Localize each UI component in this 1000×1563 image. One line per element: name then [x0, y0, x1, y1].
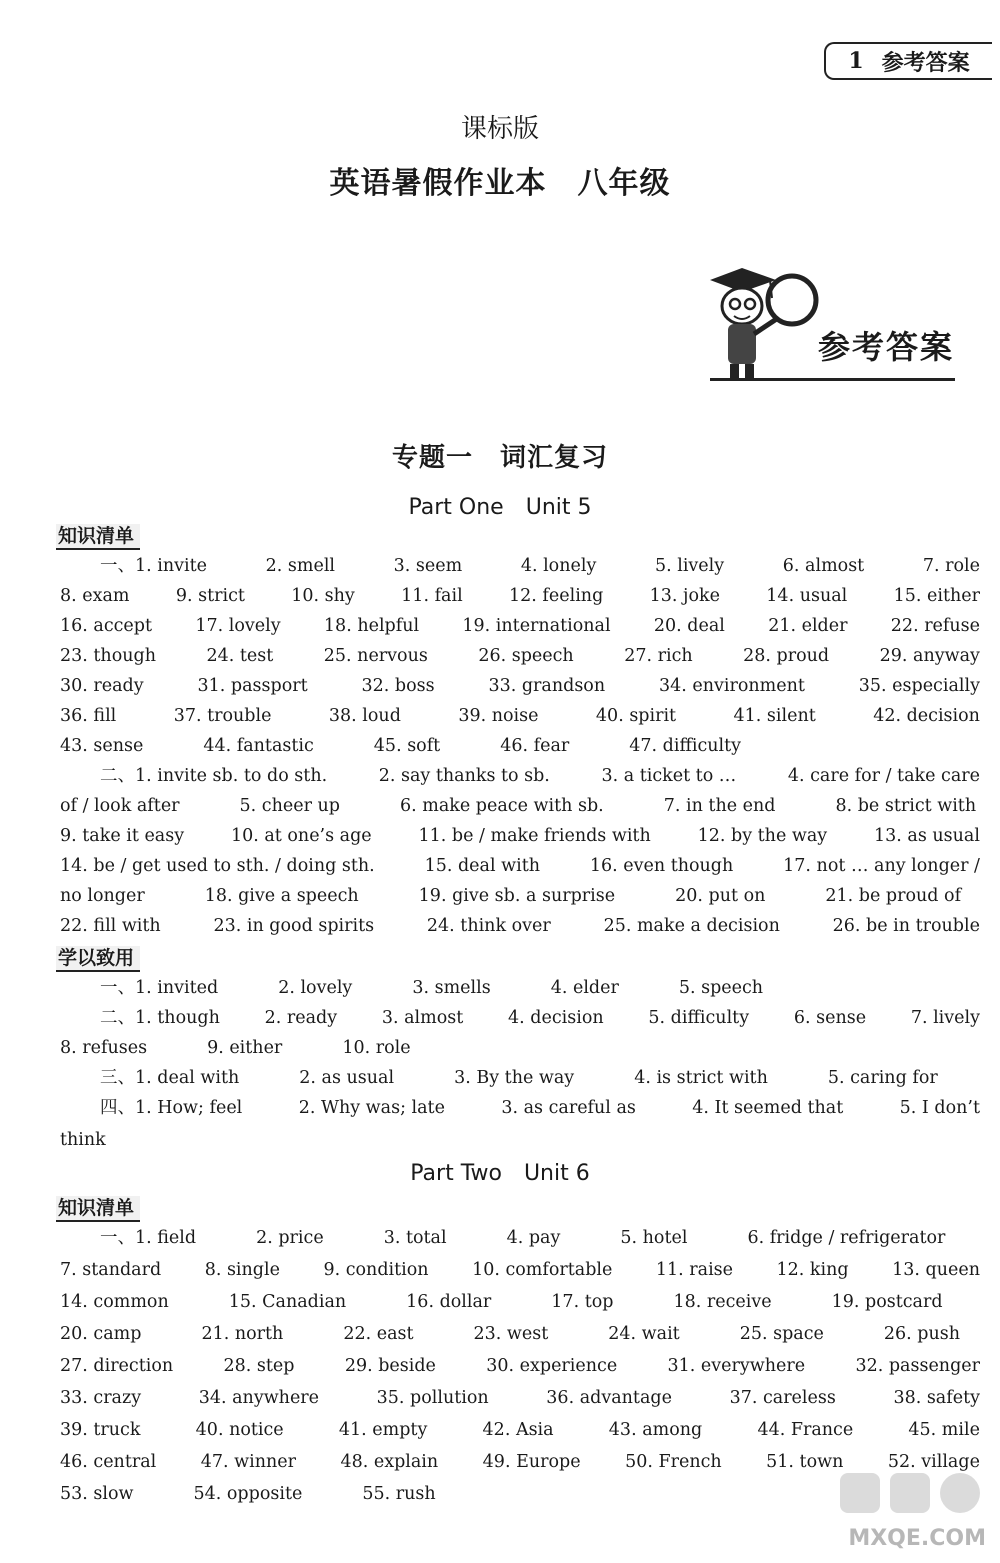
section-tag-knowledge-2: 知识清单	[56, 1196, 140, 1222]
answer-item: 20. camp	[60, 1324, 142, 1344]
answer-item: 47. difficulty	[629, 736, 742, 756]
answer-line	[60, 701, 980, 731]
answer-item: 8. be strict with	[835, 796, 977, 816]
page-number: 1	[848, 48, 864, 74]
answer-item: 22. fill with	[60, 916, 161, 936]
answer-item: 4. elder	[550, 978, 619, 998]
answer-item: 49. Europe	[482, 1452, 581, 1472]
answer-item: 13. joke	[649, 586, 720, 606]
answer-item: 12. by the way	[697, 826, 828, 846]
answer-item: 一、1. invite	[100, 556, 207, 576]
answer-item: 24. wait	[608, 1324, 680, 1344]
answer-item: 7. standard	[60, 1260, 162, 1280]
answer-item: 36. fill	[60, 706, 117, 726]
answer-item: 29. anyway	[879, 646, 980, 666]
answer-item: 31. everywhere	[667, 1356, 806, 1376]
answer-item: 6. make peace with sb.	[400, 796, 604, 816]
answer-item: 45. soft	[373, 736, 441, 756]
answer-item: of / look after	[60, 796, 180, 816]
answer-item: 23. though	[60, 646, 156, 666]
answer-item: 11. raise	[655, 1260, 734, 1280]
answer-line	[100, 1063, 980, 1093]
answer-item: 44. France	[757, 1420, 854, 1440]
answer-line	[60, 611, 980, 641]
answer-item: 27. rich	[624, 646, 693, 666]
edition-label: 课标版	[460, 114, 539, 144]
answer-item: 10. role	[342, 1038, 411, 1058]
answer-item: 16. accept	[60, 616, 153, 636]
answer-item: 5. cheer up	[239, 796, 340, 816]
answer-item: 42. decision	[873, 706, 980, 726]
answer-item: 17. lovely	[195, 616, 281, 636]
answer-item: 53. slow	[60, 1484, 134, 1504]
answer-item: 41. silent	[733, 706, 816, 726]
answer-item: 16. dollar	[406, 1292, 492, 1312]
answer-item: 5. lively	[654, 556, 725, 576]
answer-item: 6. almost	[782, 556, 865, 576]
answer-item: 24. test	[206, 646, 274, 666]
page-tab	[824, 42, 992, 80]
answer-line	[60, 911, 980, 941]
answer-item: 18. receive	[673, 1292, 772, 1312]
answer-line	[60, 1319, 980, 1349]
answer-item: 7. role	[922, 556, 980, 576]
answer-item: 25. nervous	[323, 646, 428, 666]
answer-item: 20. deal	[653, 616, 725, 636]
answer-item: 20. put on	[675, 886, 766, 906]
answer-item: 一、1. field	[100, 1228, 197, 1248]
answer-item: 2. say thanks to sb.	[378, 766, 550, 786]
answer-item: 43. among	[608, 1420, 703, 1440]
answer-item: 12. king	[776, 1260, 849, 1280]
answer-item: 23. west	[473, 1324, 549, 1344]
answer-line	[60, 1383, 980, 1413]
answer-item: 3. a ticket to …	[601, 766, 737, 786]
answer-item: 11. fail	[401, 586, 463, 606]
answer-item: 45. mile	[908, 1420, 980, 1440]
answer-item: 2. Why was; late	[298, 1098, 445, 1118]
answer-item: 2. price	[256, 1228, 324, 1248]
answer-line	[100, 1003, 980, 1033]
answer-item: 8. refuses	[60, 1038, 148, 1058]
answer-item: 46. fear	[500, 736, 570, 756]
answer-item: 22. east	[343, 1324, 414, 1344]
answer-line	[100, 761, 980, 791]
answer-item: 51. town	[766, 1452, 844, 1472]
answer-item: 47. winner	[200, 1452, 296, 1472]
answer-item: 35. especially	[858, 676, 980, 696]
answer-item: 5. hotel	[620, 1228, 688, 1248]
answer-item: 21. elder	[768, 616, 848, 636]
answer-item: 4. It seemed that	[692, 1098, 844, 1118]
page-tab-label: 参考答案	[881, 49, 970, 76]
answer-item: 19. give sb. a surprise	[418, 886, 616, 906]
answer-item: 14. common	[60, 1292, 169, 1312]
answer-item: 39. truck	[60, 1420, 141, 1440]
answer-item: 13. as usual	[874, 826, 980, 846]
answer-item: 19. postcard	[831, 1292, 943, 1312]
answer-item: 9. either	[207, 1038, 283, 1058]
answer-item: 40. notice	[195, 1420, 284, 1440]
answer-item: 32. passenger	[855, 1356, 980, 1376]
answer-item: 4. pay	[506, 1228, 561, 1248]
answer-line	[60, 1255, 980, 1285]
answer-item: 46. central	[60, 1452, 157, 1472]
answer-line	[60, 881, 980, 911]
answer-item: 15. either	[893, 586, 980, 606]
answer-item: 41. empty	[338, 1420, 428, 1440]
answer-item: 8. exam	[60, 586, 130, 606]
answer-item: 43. sense	[60, 736, 144, 756]
answer-item: 25. space	[739, 1324, 824, 1344]
answer-item: 二、1. invite sb. to do sth.	[100, 766, 328, 786]
answer-item: 18. helpful	[323, 616, 420, 636]
answer-item: 4. decision	[508, 1008, 604, 1028]
answer-item: 3. seem	[393, 556, 463, 576]
answer-item: 15. Canadian	[228, 1292, 347, 1312]
book-title: 英语暑假作业本 八年级	[329, 166, 671, 201]
answer-line	[60, 1125, 980, 1155]
answer-line	[60, 1415, 980, 1445]
answer-item: 27. direction	[60, 1356, 174, 1376]
answer-item: 5. speech	[678, 978, 764, 998]
answer-item: 21. be proud of	[825, 886, 962, 906]
answer-item: 3. as careful as	[501, 1098, 636, 1118]
answer-item: 四、1. How; feel	[100, 1098, 243, 1118]
answer-line	[60, 641, 980, 671]
answer-line	[60, 851, 980, 881]
answer-item: 30. ready	[60, 676, 144, 696]
answer-item: 9. condition	[323, 1260, 429, 1280]
answer-item: 4. lonely	[520, 556, 597, 576]
answer-item: 34. anywhere	[198, 1388, 320, 1408]
answer-item: 36. advantage	[546, 1388, 672, 1408]
answer-item: 5. I don’t	[899, 1098, 980, 1118]
answer-line	[100, 1093, 980, 1123]
answer-item: 10. shy	[291, 586, 355, 606]
answer-item: 52. village	[887, 1452, 980, 1472]
answer-item: 3. smells	[412, 978, 491, 998]
answer-item: 42. Asia	[482, 1420, 554, 1440]
answer-item: 11. be / make friends with	[418, 826, 651, 846]
answer-item: 13. queen	[892, 1260, 980, 1280]
answer-item: 54. opposite	[193, 1484, 303, 1504]
answer-item: 5. difficulty	[648, 1008, 750, 1028]
answer-line	[60, 581, 980, 611]
answer-item: 8. single	[204, 1260, 280, 1280]
answer-item: 19. international	[462, 616, 611, 636]
answer-line	[60, 671, 980, 701]
watermark-text: MXQE.COM	[848, 1526, 986, 1551]
answer-item: 2. ready	[264, 1008, 338, 1028]
answer-item: 38. safety	[893, 1388, 980, 1408]
answer-item: 三、1. deal with	[100, 1068, 240, 1088]
answer-item: 一、1. invited	[100, 978, 219, 998]
answer-item: 14. be / get used to sth. / doing sth.	[60, 856, 375, 876]
answer-item: 5. caring for	[827, 1068, 938, 1088]
answer-line	[60, 731, 980, 761]
answer-item: 24. think over	[426, 916, 551, 936]
answer-item: 7. lively	[910, 1008, 980, 1028]
answer-item: 2. smell	[265, 556, 336, 576]
answer-item: 25. make a decision	[603, 916, 780, 936]
answer-line	[60, 1287, 980, 1317]
answer-item: 15. deal with	[424, 856, 541, 876]
answer-item: 7. in the end	[663, 796, 776, 816]
answer-item: 48. explain	[340, 1452, 439, 1472]
answer-item: 9. strict	[175, 586, 245, 606]
part-one-title: Part One Unit 5	[408, 495, 592, 520]
section-tag-knowledge: 知识清单	[56, 524, 140, 550]
answer-item: 37. trouble	[173, 706, 272, 726]
part-two-title: Part Two Unit 6	[410, 1161, 590, 1186]
answer-item: 二、1. though	[100, 1008, 220, 1028]
answer-line	[60, 1033, 980, 1063]
answer-line	[60, 821, 980, 851]
answer-item: 16. even though	[589, 856, 734, 876]
topic-title: 专题一 词汇复习	[391, 443, 608, 473]
answer-item: 33. grandson	[488, 676, 606, 696]
answer-item: 33. crazy	[60, 1388, 142, 1408]
answer-item: 10. comfortable	[472, 1260, 613, 1280]
answer-item: 17. not … any longer /	[783, 856, 980, 876]
answer-item: 34. environment	[658, 676, 805, 696]
answer-item: 26. push	[883, 1324, 960, 1344]
answer-item: 9. take it easy	[60, 826, 185, 846]
section-tag-practice: 学以致用	[56, 946, 140, 972]
heading-divider	[710, 378, 955, 381]
answer-item: 12. feeling	[509, 586, 604, 606]
answer-item: 4. care for / take care	[787, 766, 980, 786]
answer-item: 31. passport	[197, 676, 308, 696]
answer-item: 2. as usual	[299, 1068, 395, 1088]
answer-item: 26. be in trouble	[832, 916, 980, 936]
answer-item: no longer	[60, 886, 145, 906]
answer-item: 2. lovely	[278, 978, 353, 998]
answer-item: 17. top	[551, 1292, 614, 1312]
answer-item: 26. speech	[478, 646, 574, 666]
answer-item: 14. usual	[766, 586, 848, 606]
answer-line	[100, 551, 980, 581]
answer-item: 28. proud	[743, 646, 830, 666]
answer-item: 3. almost	[381, 1008, 464, 1028]
answer-item: 6. fridge / refrigerator	[747, 1228, 946, 1248]
answer-item: 39. noise	[458, 706, 539, 726]
answer-item: think	[60, 1130, 106, 1150]
answer-item: 37. careless	[729, 1388, 836, 1408]
answer-item: 10. at one’s age	[230, 826, 372, 846]
answer-line	[100, 973, 980, 1003]
answer-item: 35. pollution	[376, 1388, 489, 1408]
answer-item: 29. beside	[344, 1356, 436, 1376]
answers-heading: 参考答案	[818, 328, 955, 366]
answer-item: 32. boss	[361, 676, 435, 696]
answer-item: 40. spirit	[595, 706, 677, 726]
answer-item: 38. loud	[328, 706, 401, 726]
answer-item: 50. French	[625, 1452, 722, 1472]
answer-item: 55. rush	[362, 1484, 436, 1504]
answer-line	[60, 791, 980, 821]
answer-item: 44. fantastic	[203, 736, 314, 756]
answer-item: 28. step	[223, 1356, 295, 1376]
answer-line	[100, 1223, 980, 1253]
answer-item: 3. total	[383, 1228, 447, 1248]
answer-line	[60, 1351, 980, 1381]
answer-item: 4. is strict with	[634, 1068, 768, 1088]
answer-item: 6. sense	[793, 1008, 867, 1028]
answer-item: 3. By the way	[454, 1068, 575, 1088]
answer-item: 21. north	[201, 1324, 284, 1344]
answer-item: 18. give a speech	[204, 886, 359, 906]
answer-item: 23. in good spirits	[213, 916, 375, 936]
answer-item: 30. experience	[486, 1356, 618, 1376]
answer-item: 22. refuse	[890, 616, 980, 636]
